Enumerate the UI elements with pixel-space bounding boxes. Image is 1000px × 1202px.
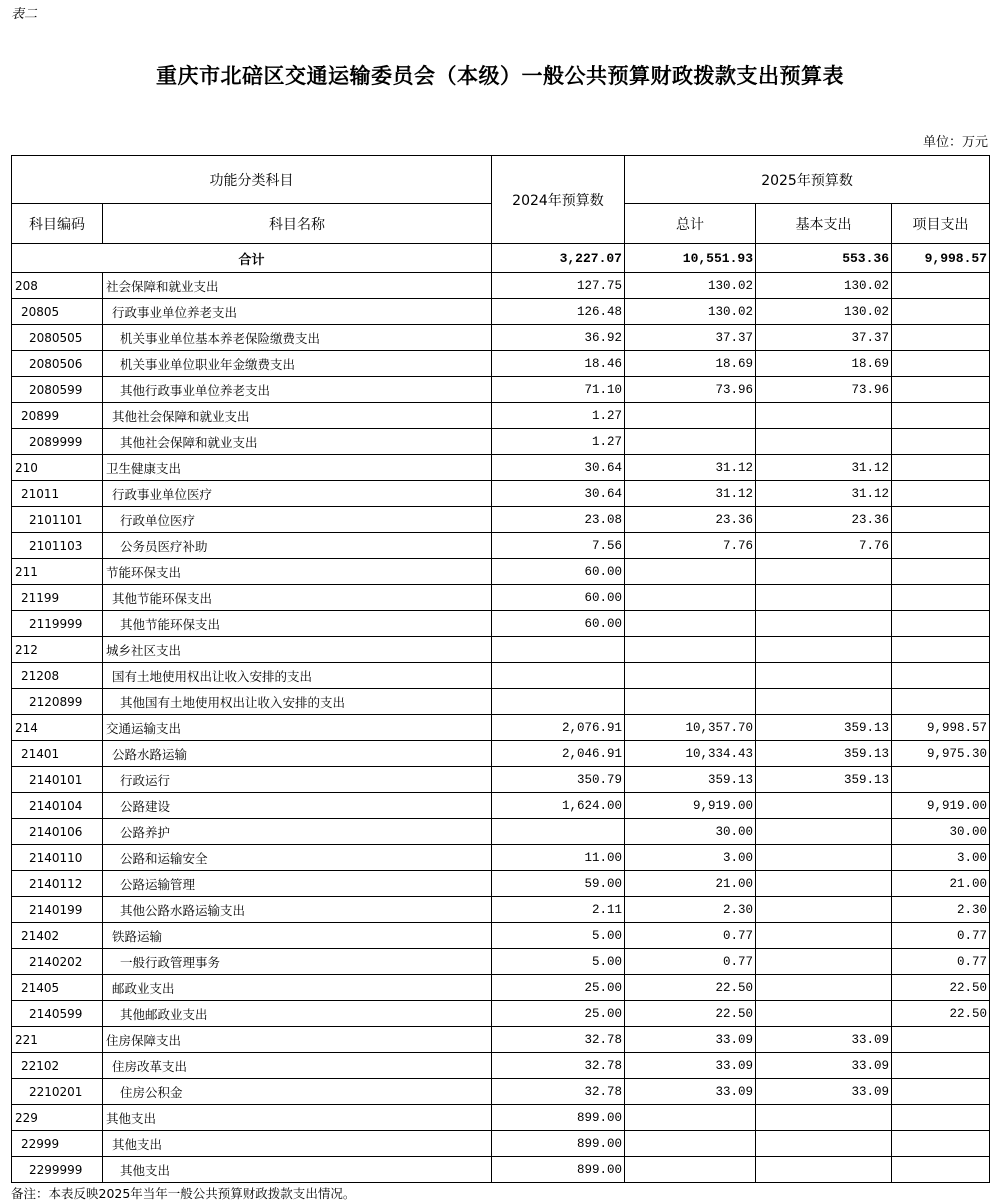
cell-b2024: 11.00 [492,845,625,871]
cell-total: 2.30 [625,897,756,923]
cell-total: 21.00 [625,871,756,897]
cell-basic [756,1001,892,1027]
cell-total [625,429,756,455]
cell-name: 行政事业单位养老支出 [103,299,492,325]
cell-name: 其他支出 [103,1157,492,1183]
cell-basic: 7.76 [756,533,892,559]
cell-code: 21199 [12,585,103,611]
header-code: 科目编码 [12,204,103,244]
cell-basic: 359.13 [756,767,892,793]
table-row [12,1157,990,1183]
cell-name: 其他行政事业单位养老支出 [103,377,492,403]
cell-name: 其他社会保障和就业支出 [103,429,492,455]
cell-code: 2140106 [12,819,103,845]
cell-project [892,481,990,507]
cell-total: 18.69 [625,351,756,377]
cell-name: 住房改革支出 [103,1053,492,1079]
cell-project [892,325,990,351]
cell-b2024: 1.27 [492,429,625,455]
cell-name: 其他节能环保支出 [103,611,492,637]
cell-name: 行政运行 [103,767,492,793]
cell-total: 130.02 [625,273,756,299]
cell-b2024: 899.00 [492,1131,625,1157]
cell-total: 3.00 [625,845,756,871]
cell-total: 73.96 [625,377,756,403]
cell-b2024: 25.00 [492,1001,625,1027]
cell-code: 2101101 [12,507,103,533]
table-row [12,845,990,871]
cell-name: 城乡社区支出 [103,637,492,663]
total-basic: 553.36 [756,244,892,273]
cell-total [625,1131,756,1157]
table-row [12,663,990,689]
cell-basic: 18.69 [756,351,892,377]
cell-b2024: 1,624.00 [492,793,625,819]
cell-total [625,663,756,689]
cell-b2024: 32.78 [492,1079,625,1105]
cell-basic [756,819,892,845]
table-row [12,299,990,325]
cell-project [892,455,990,481]
cell-b2024: 18.46 [492,351,625,377]
cell-b2024: 5.00 [492,923,625,949]
cell-name: 机关事业单位基本养老保险缴费支出 [103,325,492,351]
cell-basic [756,585,892,611]
cell-project [892,299,990,325]
cell-project: 22.50 [892,975,990,1001]
cell-project: 9,919.00 [892,793,990,819]
cell-total [625,585,756,611]
cell-b2024: 30.64 [492,455,625,481]
cell-basic [756,975,892,1001]
cell-code: 2080505 [12,325,103,351]
cell-basic [756,637,892,663]
cell-total [625,611,756,637]
cell-name: 其他公路水路运输支出 [103,897,492,923]
cell-project [892,507,990,533]
cell-project [892,351,990,377]
cell-basic [756,429,892,455]
table-row [12,585,990,611]
table-row [12,793,990,819]
table-row [12,1105,990,1131]
cell-total: 0.77 [625,949,756,975]
cell-basic: 130.02 [756,299,892,325]
table-row [12,325,990,351]
table-row [12,611,990,637]
cell-project: 21.00 [892,871,990,897]
cell-name: 邮政业支出 [103,975,492,1001]
table-row [12,767,990,793]
cell-b2024: 5.00 [492,949,625,975]
header-budget-2025: 2025年预算数 [625,156,990,204]
cell-total [625,689,756,715]
cell-b2024: 350.79 [492,767,625,793]
cell-project [892,1053,990,1079]
cell-b2024: 899.00 [492,1157,625,1183]
cell-code: 2140101 [12,767,103,793]
budget-table [11,155,990,1183]
cell-project: 0.77 [892,923,990,949]
table-row [12,429,990,455]
cell-basic: 31.12 [756,455,892,481]
cell-code: 2119999 [12,611,103,637]
cell-project [892,1131,990,1157]
cell-total [625,1105,756,1131]
cell-code: 21208 [12,663,103,689]
cell-code: 2140199 [12,897,103,923]
cell-basic: 33.09 [756,1027,892,1053]
cell-code: 2140112 [12,871,103,897]
cell-total [625,403,756,429]
cell-basic: 359.13 [756,741,892,767]
table-row [12,1001,990,1027]
cell-name: 国有土地使用权出让收入安排的支出 [103,663,492,689]
cell-total: 33.09 [625,1027,756,1053]
cell-project: 9,998.57 [892,715,990,741]
cell-project: 3.00 [892,845,990,871]
cell-code: 2210201 [12,1079,103,1105]
cell-basic: 359.13 [756,715,892,741]
cell-code: 211 [12,559,103,585]
table-row [12,897,990,923]
header-project: 项目支出 [892,204,990,244]
cell-code: 20899 [12,403,103,429]
cell-name: 其他国有土地使用权出让收入安排的支出 [103,689,492,715]
cell-basic [756,689,892,715]
total-label: 合计 [12,244,492,273]
cell-total: 10,357.70 [625,715,756,741]
cell-b2024: 25.00 [492,975,625,1001]
cell-code: 2080599 [12,377,103,403]
cell-code: 2080506 [12,351,103,377]
cell-b2024: 7.56 [492,533,625,559]
cell-basic [756,949,892,975]
cell-basic: 33.09 [756,1079,892,1105]
cell-name: 公路运输管理 [103,871,492,897]
cell-name: 住房保障支出 [103,1027,492,1053]
cell-b2024: 60.00 [492,585,625,611]
cell-code: 2140104 [12,793,103,819]
cell-total: 33.09 [625,1053,756,1079]
cell-project: 2.30 [892,897,990,923]
cell-total: 30.00 [625,819,756,845]
cell-name: 铁路运输 [103,923,492,949]
cell-project: 9,975.30 [892,741,990,767]
cell-name: 其他社会保障和就业支出 [103,403,492,429]
cell-name: 其他支出 [103,1105,492,1131]
cell-project [892,663,990,689]
cell-name: 行政事业单位医疗 [103,481,492,507]
cell-total: 33.09 [625,1079,756,1105]
table-row [12,403,990,429]
cell-b2024: 32.78 [492,1027,625,1053]
cell-total: 9,919.00 [625,793,756,819]
cell-basic: 37.37 [756,325,892,351]
cell-b2024: 23.08 [492,507,625,533]
table-number-label: 表二 [11,7,38,22]
total-total: 10,551.93 [625,244,756,273]
cell-b2024 [492,637,625,663]
cell-code: 21405 [12,975,103,1001]
cell-code: 229 [12,1105,103,1131]
cell-code: 2101103 [12,533,103,559]
cell-basic [756,403,892,429]
table-row [12,481,990,507]
cell-total: 0.77 [625,923,756,949]
table-row [12,507,990,533]
cell-code: 221 [12,1027,103,1053]
table-row [12,533,990,559]
cell-b2024: 60.00 [492,611,625,637]
cell-total [625,1157,756,1183]
table-row [12,1131,990,1157]
cell-project [892,1027,990,1053]
cell-total: 31.12 [625,481,756,507]
cell-code: 22102 [12,1053,103,1079]
footnote: 备注：本表反映2025年当年一般公共预算财政拨款支出情况。 [11,1186,356,1201]
table-row [12,1053,990,1079]
cell-basic [756,793,892,819]
header-total: 总计 [625,204,756,244]
cell-code: 2140599 [12,1001,103,1027]
cell-project: 22.50 [892,1001,990,1027]
cell-b2024 [492,689,625,715]
cell-b2024: 2,046.91 [492,741,625,767]
cell-name: 公路建设 [103,793,492,819]
cell-basic [756,923,892,949]
cell-b2024: 36.92 [492,325,625,351]
table-row [12,377,990,403]
cell-code: 2140202 [12,949,103,975]
cell-total [625,637,756,663]
cell-code: 2120899 [12,689,103,715]
cell-b2024 [492,663,625,689]
cell-basic: 33.09 [756,1053,892,1079]
cell-code: 21011 [12,481,103,507]
cell-name: 住房公积金 [103,1079,492,1105]
cell-code: 2089999 [12,429,103,455]
cell-name: 公路养护 [103,819,492,845]
cell-project [892,377,990,403]
cell-b2024: 126.48 [492,299,625,325]
cell-name: 社会保障和就业支出 [103,273,492,299]
table-row [12,923,990,949]
cell-project [892,767,990,793]
cell-project [892,637,990,663]
cell-total: 23.36 [625,507,756,533]
cell-basic [756,845,892,871]
cell-name: 行政单位医疗 [103,507,492,533]
cell-basic [756,663,892,689]
cell-project [892,559,990,585]
table-row [12,819,990,845]
cell-b2024: 60.00 [492,559,625,585]
cell-basic [756,897,892,923]
table-row [12,351,990,377]
cell-project [892,611,990,637]
cell-code: 212 [12,637,103,663]
cell-project: 0.77 [892,949,990,975]
cell-name: 公务员医疗补助 [103,533,492,559]
cell-b2024: 2.11 [492,897,625,923]
cell-project [892,1105,990,1131]
cell-total: 10,334.43 [625,741,756,767]
cell-b2024: 71.10 [492,377,625,403]
header-budget-2024: 2024年预算数 [492,156,625,244]
cell-project [892,1079,990,1105]
cell-code: 20805 [12,299,103,325]
cell-b2024 [492,819,625,845]
table-row [12,949,990,975]
unit-label: 单位：万元 [922,135,988,150]
cell-code: 2299999 [12,1157,103,1183]
cell-b2024: 30.64 [492,481,625,507]
cell-basic: 23.36 [756,507,892,533]
cell-name: 公路水路运输 [103,741,492,767]
cell-code: 2140110 [12,845,103,871]
cell-b2024: 32.78 [492,1053,625,1079]
cell-code: 22999 [12,1131,103,1157]
cell-name: 卫生健康支出 [103,455,492,481]
table-row [12,715,990,741]
header-basic: 基本支出 [756,204,892,244]
cell-project: 30.00 [892,819,990,845]
cell-name: 节能环保支出 [103,559,492,585]
cell-total: 37.37 [625,325,756,351]
cell-b2024: 899.00 [492,1105,625,1131]
cell-b2024: 1.27 [492,403,625,429]
table-row [12,689,990,715]
cell-b2024: 59.00 [492,871,625,897]
cell-name: 一般行政管理事务 [103,949,492,975]
header-name: 科目名称 [103,204,492,244]
cell-code: 210 [12,455,103,481]
cell-project [892,403,990,429]
table-row [12,1027,990,1053]
table-row [12,273,990,299]
total-row [12,244,990,273]
cell-project [892,429,990,455]
cell-project [892,585,990,611]
table-row [12,455,990,481]
cell-basic [756,559,892,585]
cell-basic [756,1157,892,1183]
cell-code: 21401 [12,741,103,767]
page-title: 重庆市北碚区交通运输委员会（本级）一般公共预算财政拨款支出预算表 [156,63,844,88]
cell-name: 其他邮政业支出 [103,1001,492,1027]
table-row [12,559,990,585]
cell-name: 机关事业单位职业年金缴费支出 [103,351,492,377]
cell-code: 214 [12,715,103,741]
cell-total: 31.12 [625,455,756,481]
table-row [12,1079,990,1105]
cell-code: 208 [12,273,103,299]
cell-total: 130.02 [625,299,756,325]
cell-project [892,533,990,559]
cell-name: 其他支出 [103,1131,492,1157]
cell-name: 交通运输支出 [103,715,492,741]
cell-total [625,559,756,585]
cell-basic [756,1131,892,1157]
total-b2024: 3,227.07 [492,244,625,273]
cell-basic: 130.02 [756,273,892,299]
cell-project [892,689,990,715]
cell-basic [756,871,892,897]
cell-name: 公路和运输安全 [103,845,492,871]
cell-name: 其他节能环保支出 [103,585,492,611]
cell-basic [756,611,892,637]
cell-code: 21402 [12,923,103,949]
cell-project [892,273,990,299]
cell-basic: 31.12 [756,481,892,507]
cell-b2024: 127.75 [492,273,625,299]
table-row [12,871,990,897]
cell-b2024: 2,076.91 [492,715,625,741]
cell-total: 7.76 [625,533,756,559]
cell-total: 359.13 [625,767,756,793]
cell-project [892,1157,990,1183]
table-row [12,975,990,1001]
total-project: 9,998.57 [892,244,990,273]
cell-basic: 73.96 [756,377,892,403]
table-row [12,637,990,663]
table-row [12,741,990,767]
cell-total: 22.50 [625,975,756,1001]
cell-basic [756,1105,892,1131]
header-func-class: 功能分类科目 [12,156,492,204]
cell-total: 22.50 [625,1001,756,1027]
